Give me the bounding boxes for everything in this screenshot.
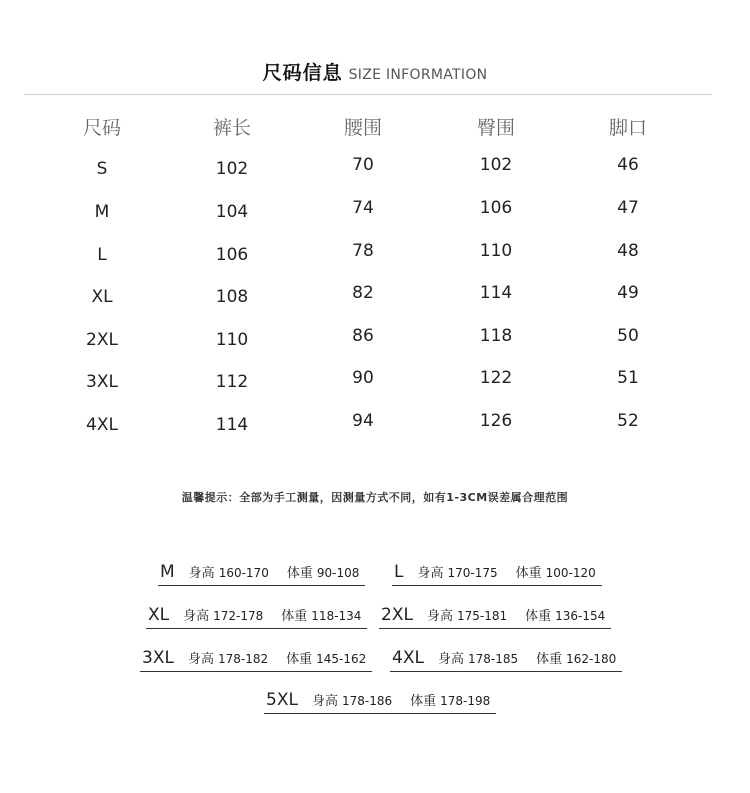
rec-weight-label: 体重 xyxy=(515,566,542,581)
table-cell: XL xyxy=(91,287,113,307)
table-header-hip: 臀围 xyxy=(476,117,515,139)
table-cell: 114 xyxy=(215,415,249,435)
table-cell: 110 xyxy=(215,330,249,350)
rec-size: XL xyxy=(148,605,170,625)
table-cell: 50 xyxy=(617,326,639,346)
rec-weight-label: 体重 xyxy=(525,609,552,624)
rec-height-label: 身高 xyxy=(187,652,214,667)
rec-height-label: 身高 xyxy=(183,609,210,624)
table-header-length: 裤长 xyxy=(212,117,251,139)
table-cell: L xyxy=(97,245,107,265)
rec-size: 2XL xyxy=(381,605,413,625)
rec-height-label: 身高 xyxy=(426,609,453,624)
rec-weight: 118-134 xyxy=(311,609,362,623)
rec-height: 172-178 xyxy=(213,609,264,623)
table-cell: 90 xyxy=(352,368,374,388)
rec-weight: 145-162 xyxy=(316,652,367,666)
table-cell: 3XL xyxy=(86,372,118,392)
table-cell: 47 xyxy=(617,198,639,218)
table-cell: 74 xyxy=(352,198,374,218)
table-cell: S xyxy=(96,159,108,179)
recommendation-item xyxy=(379,606,611,629)
rec-height: 170-175 xyxy=(447,566,498,580)
table-cell: 106 xyxy=(215,245,249,265)
rec-height: 178-185 xyxy=(467,652,519,666)
rec-weight-label: 体重 xyxy=(286,652,313,667)
table-cell: 94 xyxy=(352,411,374,431)
rec-weight: 162-180 xyxy=(566,652,617,666)
table-cell: 126 xyxy=(479,411,513,431)
recommendation-item xyxy=(140,649,372,672)
table-cell: 51 xyxy=(617,368,639,388)
rec-size: M xyxy=(160,562,175,582)
recommendation-item xyxy=(264,691,496,714)
table-header-hem: 脚口 xyxy=(608,117,647,139)
rec-height: 175-181 xyxy=(456,609,508,623)
table-cell: 82 xyxy=(352,283,374,303)
rec-weight-label: 体重 xyxy=(536,652,563,667)
rec-size: 5XL xyxy=(266,690,298,710)
rec-weight-label: 体重 xyxy=(410,694,437,709)
table-header-size: 尺码 xyxy=(82,117,121,139)
recommendation-item xyxy=(392,563,602,586)
table-cell: 78 xyxy=(352,241,374,261)
table-cell: 112 xyxy=(215,372,249,392)
rec-size: L xyxy=(394,562,404,582)
rec-height-label: 身高 xyxy=(188,566,215,581)
table-cell: 106 xyxy=(479,198,513,218)
rec-weight: 136-154 xyxy=(555,609,606,623)
rec-weight: 100-120 xyxy=(545,566,596,580)
title-chinese: 尺码信息 xyxy=(262,62,343,84)
rec-height: 178-186 xyxy=(341,694,393,708)
table-cell: 114 xyxy=(479,283,513,303)
table-cell: 108 xyxy=(215,287,249,307)
page-title xyxy=(0,58,750,85)
recommendation-item xyxy=(390,649,622,672)
table-cell: 49 xyxy=(617,283,639,303)
rec-weight: 178-198 xyxy=(440,694,491,708)
recommendation-item xyxy=(146,606,367,629)
rec-height-label: 身高 xyxy=(437,652,464,667)
table-cell: M xyxy=(94,202,110,222)
rec-size: 3XL xyxy=(142,648,174,668)
table-cell: 102 xyxy=(479,155,513,175)
title-divider xyxy=(24,94,712,95)
title-english: SIZE INFORMATION xyxy=(348,67,488,83)
table-cell: 46 xyxy=(617,155,639,175)
table-cell: 2XL xyxy=(86,330,118,350)
table-cell: 118 xyxy=(479,326,513,346)
rec-height-label: 身高 xyxy=(311,694,338,709)
table-cell: 110 xyxy=(479,241,513,261)
table-cell: 52 xyxy=(617,411,639,431)
table-cell: 104 xyxy=(215,202,249,222)
table-header-waist: 腰围 xyxy=(343,117,382,139)
rec-weight-label: 体重 xyxy=(286,566,313,581)
table-cell: 48 xyxy=(617,241,639,261)
rec-size: 4XL xyxy=(392,648,424,668)
rec-weight: 90-108 xyxy=(316,566,360,580)
table-cell: 70 xyxy=(352,155,374,175)
rec-height: 178-182 xyxy=(217,652,269,666)
measurement-note: 温馨提示：全部为手工测量，因测量方式不同，如有1-3CM误差属合理范围 xyxy=(181,491,569,504)
table-cell: 122 xyxy=(479,368,513,388)
table-cell: 86 xyxy=(352,326,374,346)
table-cell: 4XL xyxy=(86,415,118,435)
table-cell: 102 xyxy=(215,159,249,179)
rec-weight-label: 体重 xyxy=(281,609,308,624)
rec-height-label: 身高 xyxy=(417,566,444,581)
rec-height: 160-170 xyxy=(218,566,269,580)
recommendation-item xyxy=(158,563,365,586)
